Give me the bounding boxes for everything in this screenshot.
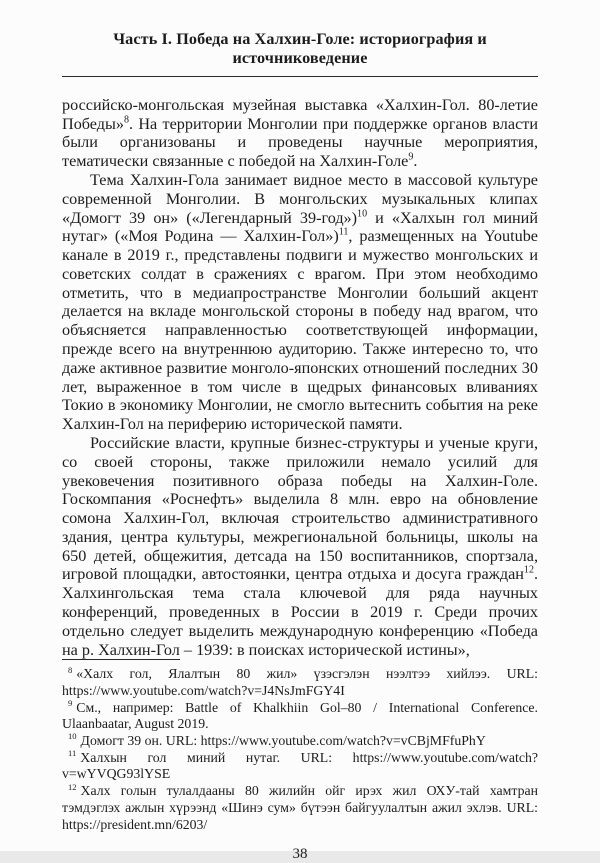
footnote-ref: 10 [357,208,368,220]
paragraph: российско-монгольская музейная выставка «Халхин-Гол. 80-летие Победы»$^8$. На территории Монголии при поддержке органов власти были организованы и проведены научные мероприятия, тематически связанные с победой на Халхин-Голе$^9$. [62,95,538,171]
footnote [62,700,538,733]
footnote-text: Домогт 39 он. URL: https://www.youtube.com/watch?v=vCBjMFfuPhY [80,733,486,749]
page-number: 38 [292,846,308,863]
footnote-ref: 8 [123,114,129,126]
body-text [62,96,538,659]
footnotes-section [62,659,538,833]
footnote [62,783,538,833]
footnote-ref: 12 [523,565,534,577]
footnote-text: Халхын гол миний нутаг. URL: https://www.youtube.com/watch?v=wYVQG93lYSE [62,749,538,782]
footnote-number: 12 [68,781,77,792]
footnote-text: «Халх гол, Ялалтын 80 жил» үзэсгэлэн нээлтээ хийлээ. URL: https://www.youtube.com/watch?v=J4NsJmFGY4I [62,666,538,698]
footnote-number: 11 [68,748,77,759]
footnote [62,666,538,699]
footnote-text: Халх голын тулалдааны 80 жилийн ойг ирэх жил ОХУ-тай хамтран тэмдэглэх ажлын хүрээнд «Шинэ сум» бүтээн байгуулалтын ажил эхлэв. URL: https://president.mn/6203/ [62,783,538,832]
footnote-separator [62,659,180,660]
footnote-number: 8 [68,664,73,675]
footnote-text: См., например: Battle of Khalkhiin Gol–80 / International Conference. Ulaanbaatar, August 2019. [62,699,538,732]
paragraph: Российские власти, крупные бизнес-структуры и ученые круги, со своей стороны, также приложили немало усилий для увековечения позитивного образа победы на Халхин-Голе. Госкомпания «Роснефть» выделила 8 млн. евро на обновление сомона Халхин-Гол, включая строительство административного здания, центра культуры, межрегиональной больницы, школы на 650 детей, общежития, детсада на 150 воспитанников, спортзала, игровой площадки, автостоянки, центра отдыха и досуга граждан$^{12}$. Халхингольская тема стала ключевой для ряда научных конференций, проведенных в России в 2019 г. Среди прочих отдельно следует выделить международную конференцию «Победа на р. Халхин-Гол – 1939: в поисках исторической истины», [62,433,538,659]
running-header: Часть I. Победа на Халхин-Голе: историография и источниковедение [62,30,538,77]
footnote-ref: 9 [408,151,414,163]
footnote-ref: 11 [338,226,349,238]
paragraph: Тема Халхин-Гола занимает видное место в массовой культуре современной Монголии. В монгольских музыкальных клипах «Домогт 39 он» («Легендарный 39-год»)$^{10}$ и «Халхын гол миний нутаг» («Моя Родина — Халхин-Гол»)$^{11}$, размещенных на Youtube канале в 2019 г., представлены подвиги и мужество монгольских и советских солдат в сражениях с врагом. При этом необходимо отметить, что в медиапространстве Монголии больший акцент делается на вкладе монгольской стороны в победу над врагом, что объясняется направленностью соответствующей информации, прежде всего на внутреннюю аудиторию. Также интересно то, что даже активное развитие монголо-японских отношений последних 30 лет, выраженное в том числе в щедрых финансовых вливаниях Токио в экономику Монголии, не смогло вытеснить события на реке Халхин-Гол на периферию исторической памяти. [62,171,538,434]
footnote [62,733,538,750]
footnote-number: 9 [68,698,73,709]
footnote [62,750,538,783]
footnote-number: 10 [68,731,77,742]
